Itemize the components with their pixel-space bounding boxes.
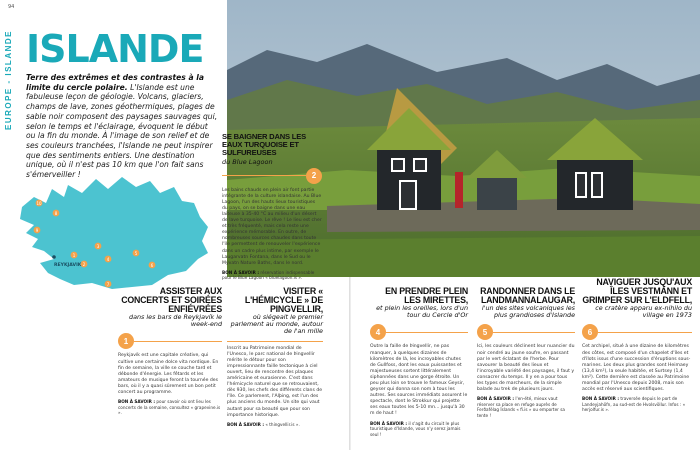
col-rule — [227, 341, 323, 342]
lagoon-heading: SE BAIGNER DANS LES EAUX TURQUOISE ET SULFUREUSES — [222, 132, 306, 158]
article-col-5 — [582, 278, 692, 413]
col-heading: VISITER « L'HÉMICYCLE » DE PINGVELLIR, — [244, 286, 323, 314]
lagoon-tip-label: BON À SAVOIR : — [222, 269, 260, 275]
col-tip-label: BON À SAVOIR : — [582, 396, 620, 402]
col-body: Cet archipel, situé à une dizaine de kilomètres des côtes, est composé d'un chapelet d'îles et d'îlots issus d'une succession d'éruptions sous-marines. Les deux plus grandes sont Heimaey (13,4 km²), la seule habitée, et Surtsey (1,4 km²). Cette dernière est classée au Patrimoine mondial par l'Unesco depuis 2008, mais son accès est réservé aux scientifiques. — [582, 344, 691, 393]
lagoon-rule — [222, 175, 306, 176]
col-heading: EN PRENDRE PLEIN LES MIRETTES, — [385, 286, 468, 305]
col-body: Outre la faille de Þingvellir, ne pas manquer, à quelques dizaines de kilomètres de là, les incroyables chutes de Gullfoss, dont les eaux puissantes et majestueuses sortent littéralement siphonnées dans une gorge étroite. Un peu plus loin se trouve le fameux Geysir, geyser qui donna son nom à tous les autres. Ses sources immédiats assurent le spectacle, dont le Strokkur qui projette ses eaux toutes les 5-10 mn... jusqu'à 30 m de haut ! — [370, 344, 468, 417]
city-label-reykjavik: REYKJAVIK — [54, 263, 82, 268]
col-subheading: ce cratère apparu ex-nihilo du village en 1973 — [595, 304, 692, 320]
page-title: ISLANDE — [26, 27, 204, 71]
intro-paragraph — [26, 73, 218, 180]
map-marker-label: 7 — [106, 282, 110, 287]
page-number: 94 — [8, 4, 15, 10]
col-subheading: dans les bars de Reykjavík le week-end — [129, 313, 222, 329]
col-tip-label: BON À SAVOIR : — [118, 399, 156, 405]
col-number-badge: 1 — [118, 333, 134, 349]
city-dot-reykjavik — [52, 255, 56, 259]
intro-text: L'Islande est une fabuleuse leçon de géologie. Volcans, glaciers, champs de lave, zones géothermiques, plages de sable noir composent des paysages sauvages qui, selon le temps et l'éclairage, évoquent le début ou la fin du monde. À l'image de son relief et de ses couleurs tranchées, l'Islande ne peut inspirer que des sentiments entiers. Une destination unique, où il n'est pas 10 km que l'on fait sans s'émerveiller ! — [26, 82, 218, 180]
article-col-2 — [227, 287, 323, 427]
col-tip-text: il s'agit du circuit le plus touristique d'Islande, vous n'y serez jamais seul ! — [370, 420, 461, 437]
col-tip-label: BON À SAVOIR : — [370, 420, 408, 426]
article-col-1 — [118, 287, 222, 416]
article-col-3 — [370, 287, 468, 437]
map-marker-label: 4 — [106, 257, 110, 262]
blue-lagoon-block — [222, 133, 322, 281]
map-marker-label: 1 — [72, 253, 76, 258]
map-marker-label: 3 — [96, 244, 100, 249]
map-marker-label: 6 — [150, 263, 154, 268]
map-marker-label: 8 — [54, 211, 58, 216]
col-rule — [386, 332, 468, 333]
col-tip-label: BON À SAVOIR : — [227, 421, 265, 427]
col-tip — [370, 421, 468, 438]
col-tip — [477, 396, 575, 418]
iceland-map — [4, 167, 214, 295]
col-heading: RANDONNER DANS LE LANDMANNALAUGAR, — [480, 286, 575, 305]
col-subheading: l'un des sites volcaniques les plus grandioses d'Islande — [481, 304, 575, 320]
col-body: Inscrit au Patrimoine mondial de l'Unesco, le parc national de Þingvellir mérite le détour pour son impressionnante faille tectonique à ciel ouvert, lieu de rencontre des plaques américaine et eurasienne. C'est dans l'hémicycle naturel que se retrouvaient, dès 930, les chefs des différents clans de l'île. Ce parlement, l'Alþing, est l'un des plus anciens du monde. Un site qui vaut autant pour sa beauté que pour son importance historique. — [227, 345, 323, 418]
col-tip-text: traversée depuis le port de Landeyjahöfn, au sud-est de Hvolsvöllur. Infos : « herjolfur.is ». — [582, 396, 686, 413]
col-rule — [493, 332, 575, 333]
col-number-badge: 5 — [477, 324, 493, 340]
col-tip — [582, 396, 692, 413]
map-marker-label: 5 — [134, 251, 138, 256]
col-tip-label: BON À SAVOIR : — [477, 396, 515, 402]
col-number-badge: 6 — [582, 324, 598, 340]
col-rule — [134, 341, 222, 342]
map-marker-label: 2 — [82, 262, 86, 267]
col-tip-text: l'en-été, mieux vaut réserver sa place en refuge auprès de Ferðafélag Íslands « fi.is » ou emporter sa tente ! — [477, 396, 565, 418]
intro-lead: Terre des extrêmes et des contrastes à la limite du cercle polaire. — [26, 73, 204, 92]
col-tip-text: « thingvellir.is ». — [265, 421, 300, 427]
col-heading: ASSISTER AUX CONCERTS ET SOIRÉES ENFIÉVRÉES — [121, 286, 222, 314]
map-marker-label: 9 — [35, 228, 39, 233]
col-rule — [598, 332, 692, 333]
col-subheading: et plein les oreilles, lors d'un tour du Cercle d'Or — [376, 304, 468, 320]
col-tip-text: pour savoir où ont lieu les concerts de la semaine, consultez « grapevine.is ». — [118, 399, 221, 416]
map-marker-label: 10 — [36, 201, 42, 206]
col-body: Ici, les couleurs déclinent leur nuancier du noir cendré au jaune soufre, en passant par le vert éclatant de l'herbe. Pour savourer la beauté des lieux et l'incroyable variété des paysages, il faut y consacrer du temps. Il y en a pour tous les types de marcheurs, de la simple balade au trek de plusieurs jours. — [477, 344, 575, 393]
col-tip — [227, 422, 323, 428]
article-col-4 — [477, 287, 575, 419]
lagoon-subheading: du Blue Lagoon — [222, 157, 273, 166]
col-heading: NAVIGUER JUSQU'AUX ÎLES VESTMANN ET GRIMPER SUR L'ELDFELL, — [582, 277, 692, 305]
iceland-silhouette — [20, 177, 208, 289]
col-subheading: où siégeait le premier parlement au monde, autour de l'an mille — [230, 313, 323, 336]
lagoon-tip — [222, 270, 322, 281]
col-number-badge: 4 — [370, 324, 386, 340]
lagoon-tip-text: réservation indispensable pour le Blue Lagoon « bluelagoon.is ». — [222, 269, 315, 281]
lagoon-body: Les bains chauds en plein air font partie intégrante de la culture islandaise. Au Blue Lagoon, l'un des hauts lieux touristiques du pays, on se baigne dans une eau laiteuse à 35-40 °C au milieu d'un désert de lave turquoise. Le rêve ! Le lieu est cher et très fréquenté, mais cela reste une expérience mémorable. En outre, de nombreuses sources chaudes dans toute l'île permettent de renouveler l'expérience dans un cadre plus intime, par exemple le Laugarvatn Fontana, dans le Sud ou le Mývatn Nature Baths, dans le nord. — [222, 187, 322, 266]
section-label: EUROPE - ISLANDE — [4, 30, 13, 131]
col-tip — [118, 399, 222, 416]
lagoon-number-badge: 2 — [306, 168, 322, 184]
col-body: Reykjavík est une capitale créative, qui cultive une certaine dolce vita nordique. En fin de semaine, la ville se couche tard et débonde d'énergie. Les fêtards et les amateurs de musique feront la tournée des bars, où il y a quasi sûrement un bon petit concert au programme. — [118, 353, 219, 395]
